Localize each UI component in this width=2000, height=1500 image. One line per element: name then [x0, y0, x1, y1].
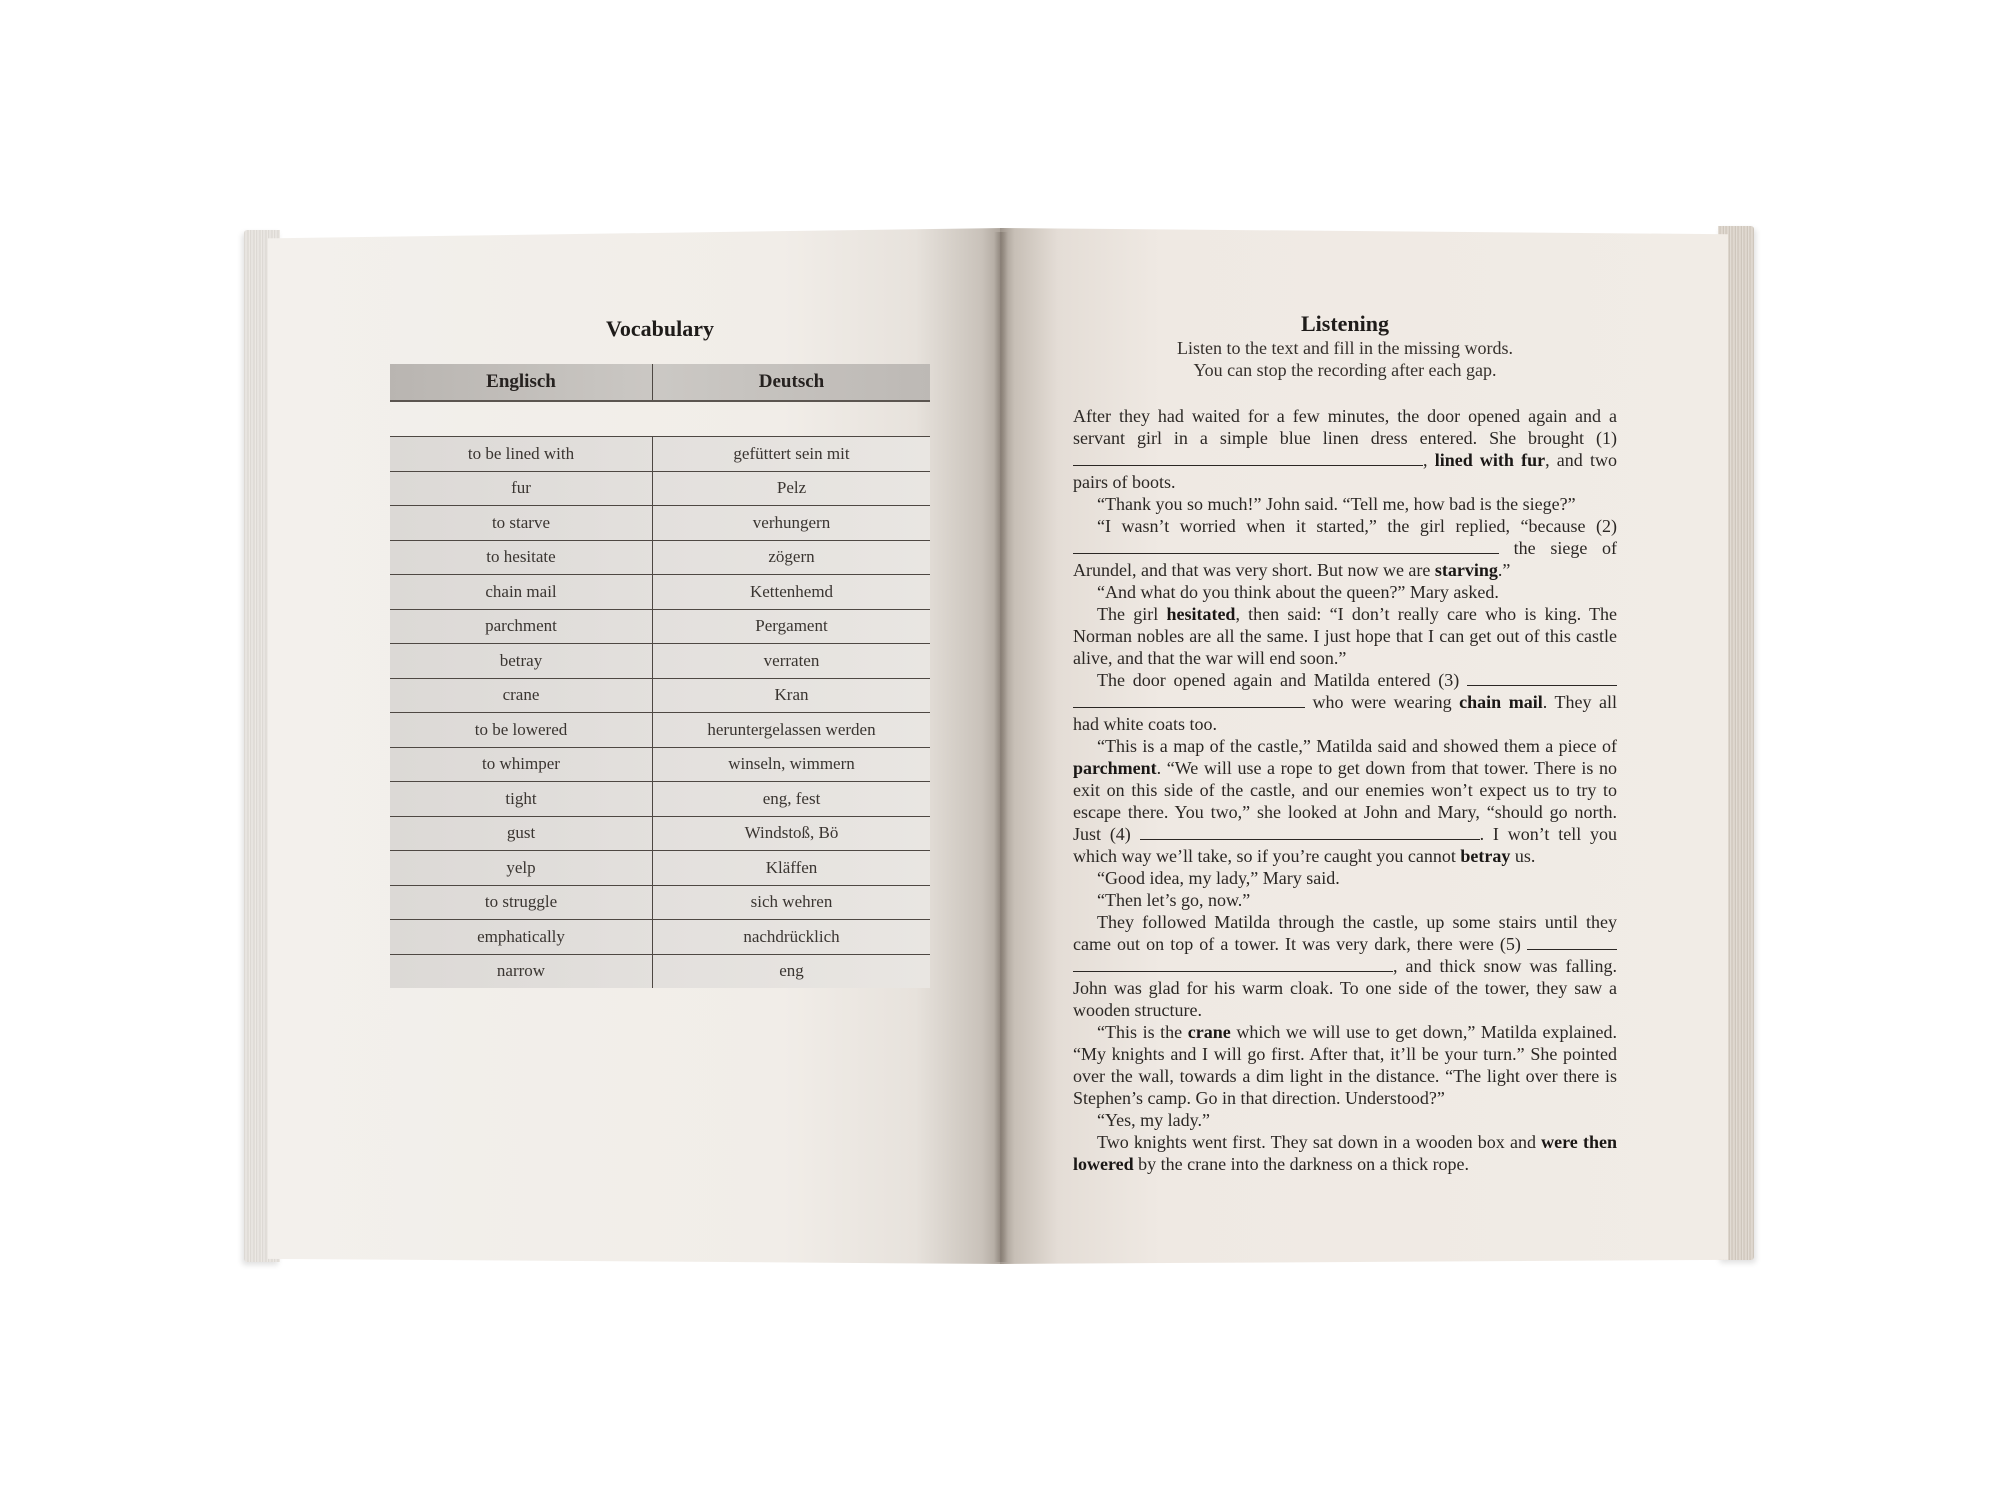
english-term: to starve: [390, 506, 653, 540]
german-translation: Kläffen: [765, 857, 818, 877]
column-header-deutsch: Deutsch: [758, 371, 825, 392]
table-row: [390, 712, 930, 747]
paragraph-2: “Thank you so much!” John said. “Tell me, how bad is the siege?”: [1097, 494, 1576, 514]
english-term: to hesitate: [390, 541, 653, 575]
paragraph-4: “And what do you think about the queen?” Mary asked.: [1097, 582, 1499, 602]
table-row: [390, 574, 930, 609]
paragraph-6: The door opened again and Matilda entered (3) who were wearing chain mail. They all had white coats too.: [1073, 670, 1617, 734]
table-row: [390, 471, 930, 506]
table-row: [390, 436, 930, 471]
table-spacer: [390, 402, 930, 436]
gap-3b: [1073, 693, 1305, 708]
english-term: narrow: [390, 955, 653, 989]
english-term: fur: [390, 472, 653, 506]
english-term: to whimper: [390, 748, 653, 782]
paragraph-9: “Then let’s go, now.”: [1097, 890, 1251, 910]
table-row: [390, 643, 930, 678]
table-row: [390, 505, 930, 540]
paragraph-7: “This is a map of the castle,” Matilda said and showed them a piece of parchment. “We will use a rope to get down from that tower. There is no exit on this side of the castle, and our enemies won’t expect us to try to escape there. You two,” she looked at John and Mary, “should go north. Just (4) . I won’t tell you which way we’ll take, so if you’re caught you cannot betray us.: [1073, 736, 1618, 866]
paragraph-10: They followed Matilda through the castle, up some stairs until they came out on top of a tower. It was very dark, there were (5) , and thick snow was falling. John was glad for his warm cloak. To one side of the tower, they saw a wooden structure.: [1073, 912, 1617, 1020]
german-translation: eng: [779, 961, 804, 981]
gap-3a: [1467, 671, 1617, 686]
english-term: betray: [390, 644, 653, 678]
english-term: parchment: [390, 610, 653, 644]
instruction-line-2: You can stop the recording after each gap.: [1193, 360, 1497, 380]
table-row: [390, 850, 930, 885]
german-translation: nachdrücklich: [743, 926, 840, 946]
german-translation: Windstoß, Bö: [744, 823, 839, 843]
paragraph-11: “This is the crane which we will use to get down,” Matilda explained. “My knights and I will go first. After that, it’ll be your turn.” She pointed over the wall, towards a dim light in the distance. “The light over there is Stephen’s camp. Go in that direction. Understood?”: [1073, 1022, 1617, 1108]
listening-text: [1073, 405, 1617, 1175]
paragraph-1: After they had waited for a few minutes, the door opened again and a servant girl in a simple blue linen dress entered. She brought (1) , lined with fur, and two pairs of boots.: [1073, 406, 1617, 492]
german-translation: heruntergelassen werden: [707, 719, 876, 739]
table-row: [390, 609, 930, 644]
bold-term: were then lowered: [1073, 1132, 1617, 1174]
english-term: to be lowered: [390, 713, 653, 747]
german-translation: gefüttert sein mit: [733, 443, 850, 463]
english-term: to struggle: [390, 886, 653, 920]
english-term: to be lined with: [390, 437, 653, 471]
listening-title: Listening: [1300, 311, 1390, 336]
vocabulary-title: Vocabulary: [606, 316, 714, 341]
gap-5b: [1073, 957, 1393, 972]
bold-term: chain mail: [1459, 692, 1543, 712]
bold-term: betray: [1460, 846, 1511, 866]
english-term: crane: [390, 679, 653, 713]
bold-term: crane: [1187, 1022, 1231, 1042]
instruction-line-1: Listen to the text and fill in the missing words.: [1177, 338, 1513, 358]
german-translation: Kran: [774, 685, 809, 705]
column-header-englisch: Englisch: [390, 364, 653, 400]
table-row: [390, 678, 930, 713]
english-term: tight: [390, 782, 653, 816]
german-translation: verhungern: [752, 512, 831, 532]
german-translation: Pergament: [755, 616, 828, 636]
german-translation: sich wehren: [750, 892, 833, 912]
german-translation: zögern: [768, 547, 815, 567]
english-term: yelp: [390, 851, 653, 885]
vocabulary-table-header: [390, 364, 930, 402]
german-translation: Pelz: [776, 478, 807, 498]
paragraph-13: Two knights went first. They sat down in a wooden box and were then lowered by the crane into the darkness on a thick rope.: [1073, 1132, 1617, 1174]
english-term: gust: [390, 817, 653, 851]
book-spine: [994, 232, 1008, 1262]
german-translation: Kettenhemd: [749, 581, 834, 601]
bold-term: starving: [1434, 560, 1498, 580]
table-row: [390, 885, 930, 920]
bold-term: parchment: [1073, 758, 1157, 778]
english-term: emphatically: [390, 920, 653, 954]
german-translation: eng, fest: [762, 788, 821, 808]
table-row: [390, 919, 930, 954]
german-translation: winseln, wimmern: [728, 754, 855, 774]
paragraph-12: “Yes, my lady.”: [1097, 1110, 1210, 1130]
bold-term: lined with fur: [1434, 450, 1546, 470]
vocabulary-table: [390, 364, 930, 988]
table-row: [390, 747, 930, 782]
gap-1: [1073, 451, 1423, 466]
paragraph-3: “I wasn’t worried when it started,” the girl replied, “because (2) the siege of Arundel, and that was very short. But now we are starving.”: [1073, 516, 1617, 580]
gap-2: [1073, 539, 1499, 554]
table-row: [390, 540, 930, 575]
paragraph-5: The girl hesitated, then said: “I don’t really care who is king. The Norman nobles are all the same. I just hope that I can get out of this castle alive, and that the war will end soon.”: [1073, 604, 1617, 668]
table-row: [390, 954, 930, 989]
vocabulary-rows: [390, 436, 930, 988]
bold-term: hesitated: [1166, 604, 1236, 624]
english-term: chain mail: [390, 575, 653, 609]
table-row: [390, 781, 930, 816]
german-translation: verraten: [763, 650, 820, 670]
table-row: [390, 816, 930, 851]
paragraph-8: “Good idea, my lady,” Mary said.: [1097, 868, 1340, 888]
gap-4: [1140, 825, 1480, 840]
gap-5a: [1527, 935, 1617, 950]
